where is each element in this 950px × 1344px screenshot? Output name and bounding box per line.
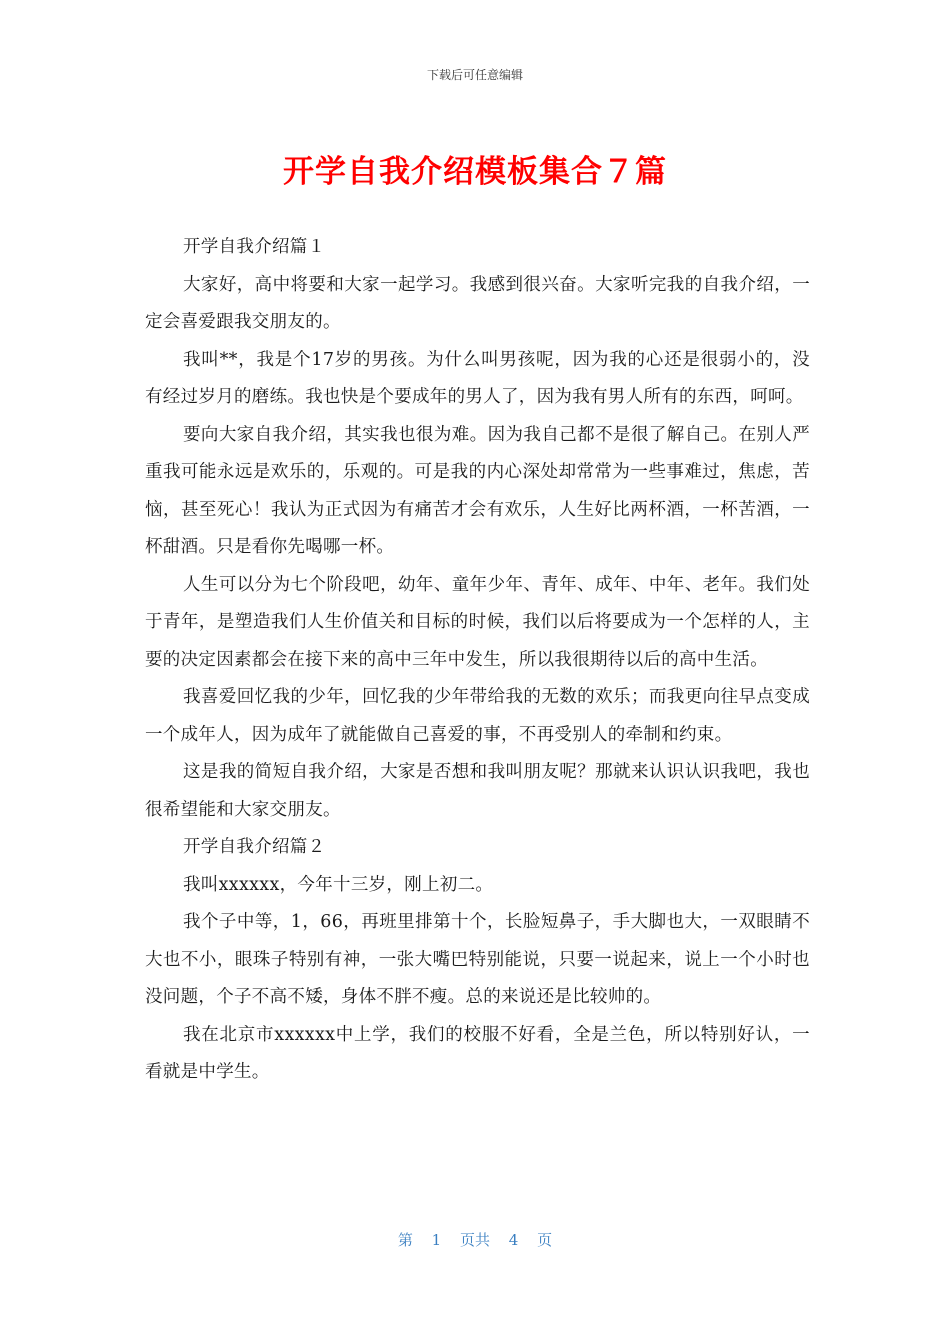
document-title: 开学自我介绍模板集合７篇 [283,154,667,190]
paragraph: 大家好，高中将要和大家一起学习。我感到很兴奋。大家听完我的自我介绍，一定会喜爱跟我交朋友的。 [145,274,810,332]
paragraph: 这是我的简短自我介绍，大家是否想和我叫朋友呢？那就来认识认识我吧，我也很希望能和大家交朋友。 [145,762,810,820]
paragraph: 我喜爱回忆我的少年，回忆我的少年带给我的无数的欢乐；而我更向往早点变成一个成年人，因为成年了就能做自己喜爱的事，不再受别人的牵制和约束。 [145,687,810,745]
section-heading-2: 开学自我介绍篇２ [183,837,326,857]
header-note: 下载后可任意编辑 [426,68,523,82]
paragraph: 我叫**，我是个17岁的男孩。为什么叫男孩呢，因为我的心还是很弱小的，没有经过岁月的磨练。我也快是个要成年的男人了，因为我有男人所有的东西，呵呵。 [145,349,810,407]
document-body [145,229,810,1092]
section-heading-1: 开学自我介绍篇１ [183,237,326,257]
paragraph: 人生可以分为七个阶段吧，幼年、童年少年、青年、成年、中年、老年。我们处于青年，是塑造我们人生价值关和目标的时候，我们以后将要成为一个怎样的人，主要的决定因素都会在接下来的高中三年中发生，所以我很期待以后的高中生活。 [145,574,810,670]
paragraph: 要向大家自我介绍，其实我也很为难。因为我自己都不是很了解自己。在别人严重我可能永远是欢乐的，乐观的。可是我的内心深处却常常为一些事难过，焦虑，苦恼，甚至死心！我认为正式因为有痛苦才会有欢乐，人生好比两杯酒，一杯苦酒，一杯甜酒。只是看你先喝哪一杯。 [145,424,810,557]
paragraph: 我在北京市xxxxxx中上学，我们的校服不好看，全是兰色，所以特别好认，一看就是中学生。 [145,1024,810,1082]
page-footer: 第 1 页共 4 页 [397,1231,553,1249]
paragraph: 我叫xxxxxx，今年十三岁，刚上初二。 [183,874,494,895]
paragraph: 我个子中等，1，66，再班里排第十个，长脸短鼻子，手大脚也大，一双眼睛不大也不小，眼珠子特别有神，一张大嘴巴特别能说，只要一说起来，说上一个小时也没问题，个子不高不矮，身体不胖不瘦。总的来说还是比较帅的。 [145,912,810,1007]
